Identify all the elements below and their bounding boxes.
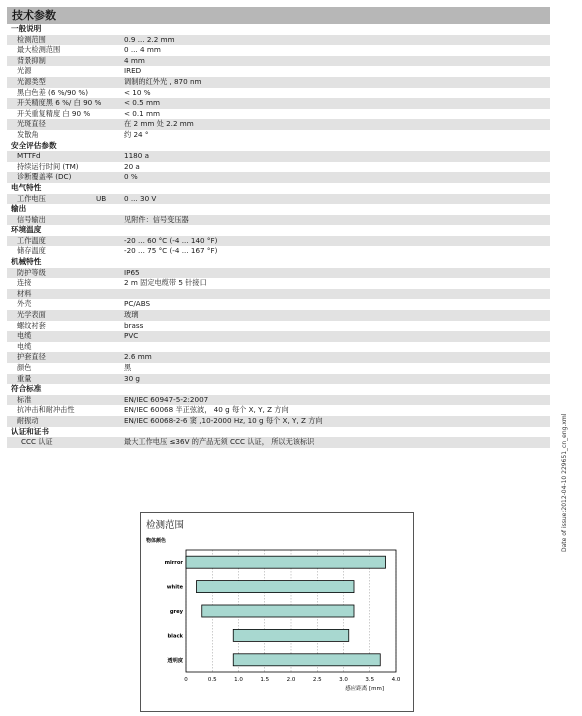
spec-row (7, 363, 550, 374)
spec-label: 发散角 (17, 129, 39, 139)
section-header: 符合标准 (7, 384, 550, 395)
category-label: mirror (164, 560, 183, 567)
spec-row (7, 151, 550, 162)
spec-value: 0 % (124, 172, 138, 182)
spec-value: 2.6 mm (124, 352, 152, 362)
spec-value: 2 m 固定电缆带 5 针接口 (124, 278, 207, 288)
spec-value: 玻璃 (124, 310, 139, 320)
range-bar (186, 556, 386, 568)
range-bar (197, 581, 355, 593)
document-id-text: Date of issue:2012-04-10 229651_cn_eng.xml (561, 413, 568, 552)
spec-row (7, 268, 550, 279)
spec-value: IP65 (124, 267, 140, 277)
x-tick-label: 2.5 (312, 677, 322, 683)
spec-row (7, 299, 550, 310)
spec-row (7, 310, 550, 321)
spec-value: 0 ... 4 mm (124, 45, 161, 55)
spec-row (7, 119, 550, 130)
section-header: 输出 (7, 204, 550, 215)
spec-label: 开关精度黑 6 %/ 白 90 % (17, 98, 102, 108)
spec-row (7, 395, 550, 406)
spec-value: 见附件：信号变压器 (124, 214, 189, 224)
spec-value: 约 24 ° (124, 129, 149, 139)
spec-row (7, 215, 550, 226)
spec-value: 0 ... 30 V (124, 193, 157, 203)
spec-label: 信号输出 (17, 214, 46, 224)
spec-row (7, 98, 550, 109)
spec-label: 护套直径 (17, 352, 46, 362)
category-label: black (167, 633, 183, 640)
category-label: white (166, 584, 183, 591)
spec-label: 光源类型 (17, 76, 46, 86)
spec-label: 电缆 (17, 331, 32, 341)
spec-value: < 0.1 mm (124, 108, 161, 118)
spec-row (7, 172, 550, 183)
spec-value: PVC (124, 331, 139, 341)
x-tick-label: 3.5 (365, 677, 375, 683)
x-tick-label: 0 (184, 677, 188, 683)
spec-label: 诊断覆盖率 (DC) (17, 172, 72, 182)
spec-label: 外壳 (17, 299, 32, 309)
range-bar (202, 605, 354, 617)
spec-label: 储存温度 (17, 246, 46, 256)
spec-row (7, 342, 550, 353)
spec-value: 最大工作电压 ≤36V 的产品无须 CCC 认证， 所以无该标识 (124, 437, 315, 447)
x-tick-label: 4.0 (391, 677, 401, 683)
spec-label: 持续运行时间 (TM) (17, 161, 79, 171)
spec-label: 最大检测范围 (17, 45, 61, 55)
spec-row (7, 278, 550, 289)
spec-label: 光学表面 (17, 310, 46, 320)
spec-row (7, 109, 550, 120)
spec-row (7, 352, 550, 363)
spec-row (7, 374, 550, 385)
spec-label: 材料 (17, 288, 32, 298)
spec-row (7, 162, 550, 173)
spec-value: < 0.5 mm (124, 98, 161, 108)
spec-row (7, 236, 550, 247)
x-tick-label: 2.0 (286, 677, 296, 683)
spec-row (7, 405, 550, 416)
spec-row (7, 88, 550, 99)
section-header: 电气特性 (7, 183, 550, 194)
spec-value: 1180 a (124, 151, 149, 161)
spec-value: 黑 (124, 363, 132, 372)
spec-value: < 10 % (124, 87, 151, 97)
range-bar (233, 654, 380, 666)
spec-value: IRED (124, 66, 142, 76)
category-axis-label: 物体颜色 (146, 538, 167, 544)
spec-value: PC/ABS (124, 299, 151, 309)
spec-row (7, 246, 550, 257)
spec-row (7, 289, 550, 300)
chart-title: 检测范围 (146, 520, 185, 531)
spec-label: 黑白色差 (6 %/90 %) (17, 87, 89, 97)
spec-value: 0.9 ... 2.2 mm (124, 34, 175, 44)
spec-label: 光斑直径 (17, 119, 46, 129)
spec-row (7, 35, 550, 46)
spec-value: EN/IEC 60068-2-6 窦 ,10-2000 Hz, 10 g 每个 X, Y, Z 方向 (124, 415, 323, 425)
spec-value: EN/IEC 60068 半正弦波， 40 g 每个 X, Y, Z 方向 (124, 405, 289, 415)
spec-row (7, 437, 550, 448)
spec-label: 电缆 (17, 341, 32, 351)
spec-row (7, 321, 550, 332)
section-header: 安全评估参数 (7, 141, 550, 152)
spec-value: 30 g (124, 373, 140, 383)
spec-value: 在 2 mm 处 2.2 mm (124, 119, 194, 129)
spec-label: 光源 (17, 66, 32, 76)
spec-value: -20 ... 75 °C (-4 ... 167 °F) (124, 246, 218, 256)
spec-label: 连接 (17, 278, 32, 288)
spec-row (7, 194, 550, 205)
spec-value: brass (124, 320, 144, 330)
spec-row (7, 66, 550, 77)
category-label: grey (169, 609, 183, 615)
spec-row (7, 130, 550, 141)
spec-label: 重量 (17, 373, 32, 383)
spec-label: MTTFd (17, 151, 41, 161)
section-header: 机械特性 (7, 257, 550, 268)
spec-row (7, 331, 550, 342)
technical-data-title: 技术参数 (7, 7, 550, 24)
spec-label: 标准 (17, 394, 32, 404)
spec-value: 4 mm (124, 55, 145, 65)
spec-label: 开关重复精度 白 90 % (17, 108, 91, 118)
x-tick-label: 1.0 (234, 677, 243, 683)
spec-label: 检测范围 (17, 34, 46, 44)
spec-label: 耐振动 (17, 415, 39, 425)
spec-value: EN/IEC 60947-5-2:2007 (124, 394, 209, 404)
spec-label: 背景抑制 (17, 55, 46, 65)
section-header: 认证和证书 (7, 427, 550, 438)
x-tick-label: 0.5 (207, 677, 217, 683)
spec-row (7, 45, 550, 56)
x-axis-label: 感应距离 [mm] (345, 686, 384, 692)
spec-row (7, 77, 550, 88)
category-label: 透明度 (167, 657, 183, 664)
section-header: 环境温度 (7, 225, 550, 236)
range-bar (233, 629, 349, 641)
detection-range-plot (140, 512, 414, 712)
spec-label: 颜色 (17, 363, 32, 372)
spec-value: 调制的红外光 , 870 nm (124, 76, 202, 86)
spec-row (7, 416, 550, 427)
spec-label: 工作电压 (17, 193, 46, 203)
spec-label: CCC 认证 (21, 437, 53, 447)
spec-label: 工作温度 (17, 235, 46, 245)
spec-table (7, 24, 550, 448)
spec-value: -20 ... 60 °C (-4 ... 140 °F) (124, 235, 218, 245)
spec-label: 防护等级 (17, 267, 46, 277)
spec-row (7, 56, 550, 67)
spec-label: 抗冲击和耐冲击性 (17, 405, 75, 415)
x-tick-label: 3.0 (339, 677, 348, 683)
spec-unit: UB (96, 193, 107, 203)
section-header: 一般说明 (7, 24, 550, 35)
spec-label: 螺纹衬套 (17, 320, 46, 330)
spec-value: 20 a (124, 161, 140, 171)
x-tick-label: 1.5 (260, 677, 270, 683)
